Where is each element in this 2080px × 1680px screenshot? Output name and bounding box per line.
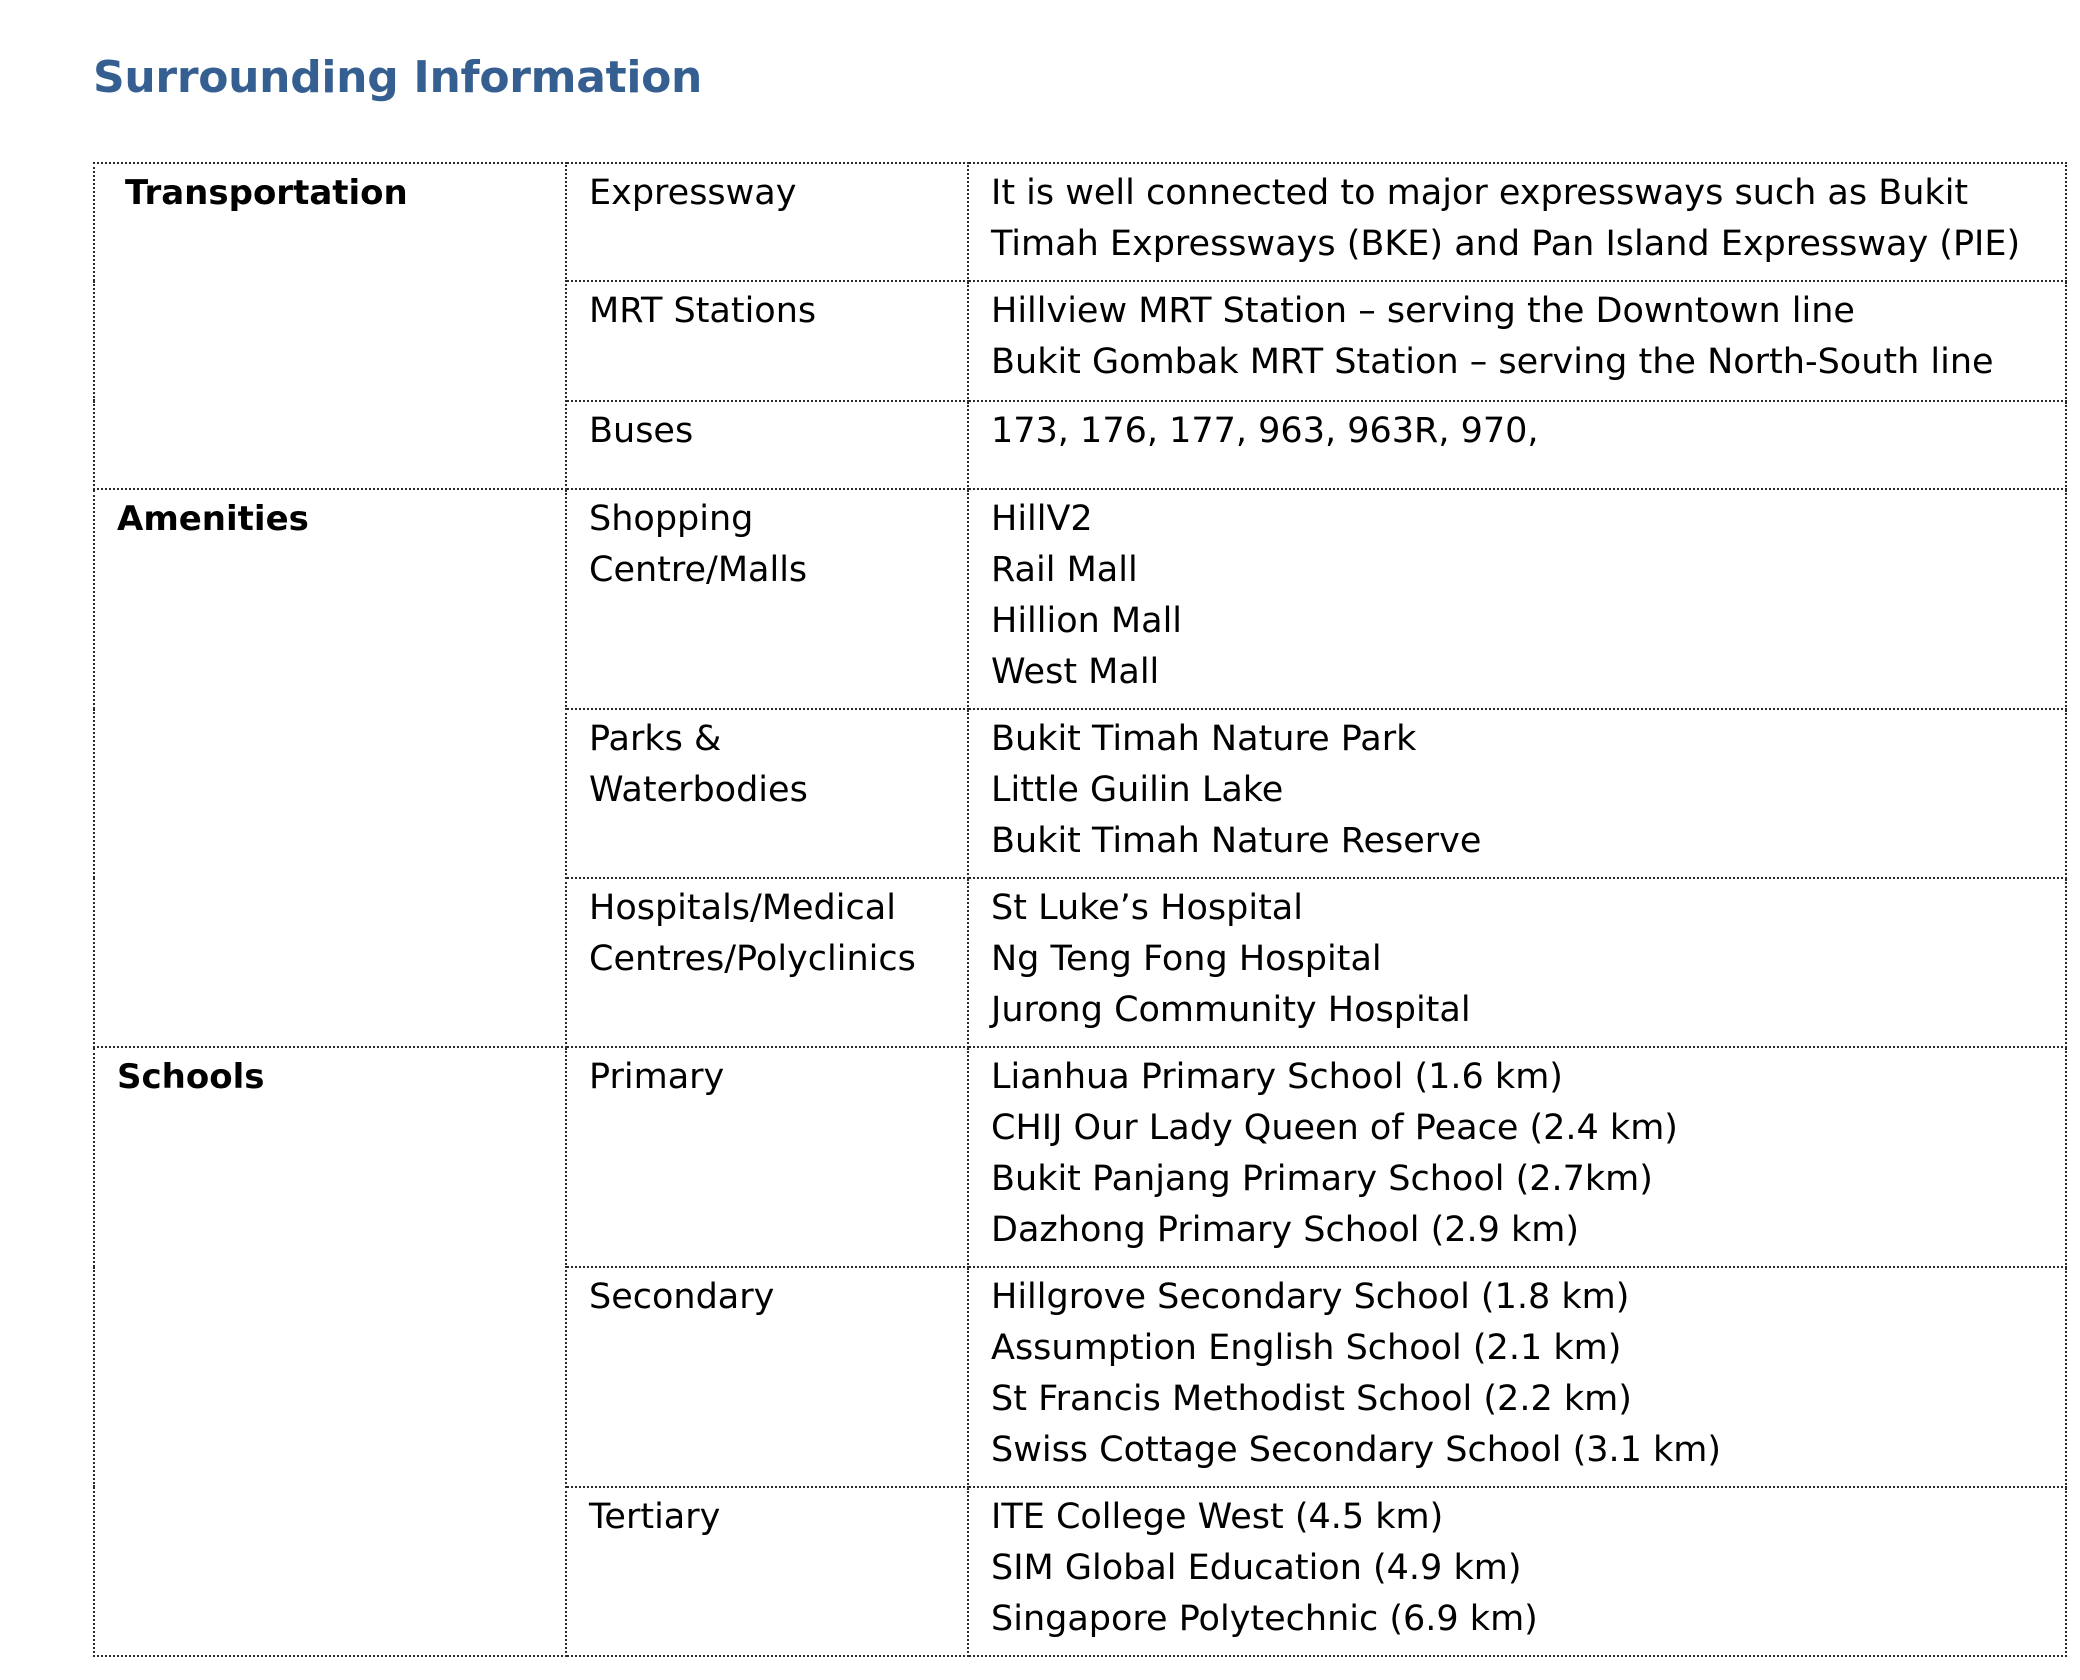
subcategory-cell	[566, 1487, 968, 1656]
detail-cell	[968, 163, 2066, 281]
detail-line: Ng Teng Fong Hospital	[991, 939, 1382, 979]
detail-line: Little Guilin Lake	[991, 770, 1284, 810]
subcategory-cell	[566, 878, 968, 1047]
table-row	[94, 489, 2066, 709]
subcategory-label: Waterbodies	[589, 770, 808, 810]
subcategory-label: Centre/Malls	[589, 550, 808, 590]
detail-line: Hillview MRT Station – serving the Downtown line	[991, 291, 1855, 331]
table-row	[94, 163, 2066, 281]
detail-line: St Francis Methodist School (2.2 km)	[991, 1379, 1632, 1419]
subcategory-cell	[566, 163, 968, 281]
subcategory-label: Primary	[589, 1057, 725, 1097]
detail-line: ITE College West (4.5 km)	[991, 1497, 1444, 1537]
subcategory-cell	[566, 1047, 968, 1267]
detail-line: Hillion Mall	[991, 601, 1183, 641]
detail-cell	[968, 281, 2066, 401]
detail-line: St Luke’s Hospital	[991, 888, 1303, 928]
surrounding-info-table	[93, 162, 2067, 1657]
detail-cell	[968, 1487, 2066, 1656]
subcategory-label: Parks &	[589, 719, 722, 759]
detail-line: Jurong Community Hospital	[991, 990, 1471, 1030]
subcategory-label: Expressway	[589, 173, 797, 213]
category-label: Transportation	[125, 173, 408, 213]
subcategory-cell	[566, 709, 968, 878]
detail-line: Bukit Timah Nature Park	[991, 719, 1417, 759]
detail-line: 173, 176, 177, 963, 963R, 970,	[991, 411, 1539, 451]
detail-line: HillV2	[991, 499, 1093, 539]
detail-line: Swiss Cottage Secondary School (3.1 km)	[991, 1430, 1722, 1470]
page-title: Surrounding Information	[93, 52, 703, 103]
subcategory-cell	[566, 401, 968, 489]
subcategory-label: Shopping	[589, 499, 754, 539]
subcategory-label: Tertiary	[589, 1497, 721, 1537]
subcategory-label: MRT Stations	[589, 291, 817, 331]
detail-line: Hillgrove Secondary School (1.8 km)	[991, 1277, 1630, 1317]
detail-cell	[968, 489, 2066, 709]
subcategory-label: Buses	[589, 411, 694, 451]
detail-line: SIM Global Education (4.9 km)	[991, 1548, 1522, 1588]
detail-cell	[968, 401, 2066, 489]
subcategory-label: Hospitals/Medical	[589, 888, 896, 928]
detail-line: Assumption English School (2.1 km)	[991, 1328, 1622, 1368]
detail-line: Rail Mall	[991, 550, 1138, 590]
subcategory-label: Centres/Polyclinics	[589, 939, 916, 979]
subcategory-label: Secondary	[589, 1277, 775, 1317]
detail-line: Lianhua Primary School (1.6 km)	[991, 1057, 1563, 1097]
detail-line: West Mall	[991, 652, 1160, 692]
detail-cell	[968, 878, 2066, 1047]
category-label: Schools	[117, 1057, 265, 1097]
detail-line: Bukit Panjang Primary School (2.7km)	[991, 1159, 1653, 1199]
detail-line: CHIJ Our Lady Queen of Peace (2.4 km)	[991, 1108, 1678, 1148]
detail-cell	[968, 1047, 2066, 1267]
detail-line: Singapore Polytechnic (6.9 km)	[991, 1599, 1538, 1639]
detail-line: Bukit Gombak MRT Station – serving the North-South line	[991, 342, 1994, 382]
detail-line: Bukit Timah Nature Reserve	[991, 821, 1482, 861]
detail-line: It is well connected to major expressways such as Bukit	[991, 173, 1969, 213]
subcategory-cell	[566, 1267, 968, 1487]
category-cell-schools	[94, 1047, 566, 1656]
detail-cell	[968, 709, 2066, 878]
category-cell-amenities	[94, 489, 566, 1047]
subcategory-cell	[566, 489, 968, 709]
category-cell-transportation	[94, 163, 566, 489]
subcategory-cell	[566, 281, 968, 401]
category-label: Amenities	[117, 499, 309, 539]
detail-line: Timah Expressways (BKE) and Pan Island Expressway (PIE)	[991, 224, 2021, 264]
detail-line: Dazhong Primary School (2.9 km)	[991, 1210, 1580, 1250]
detail-cell	[968, 1267, 2066, 1487]
table-row	[94, 1047, 2066, 1267]
